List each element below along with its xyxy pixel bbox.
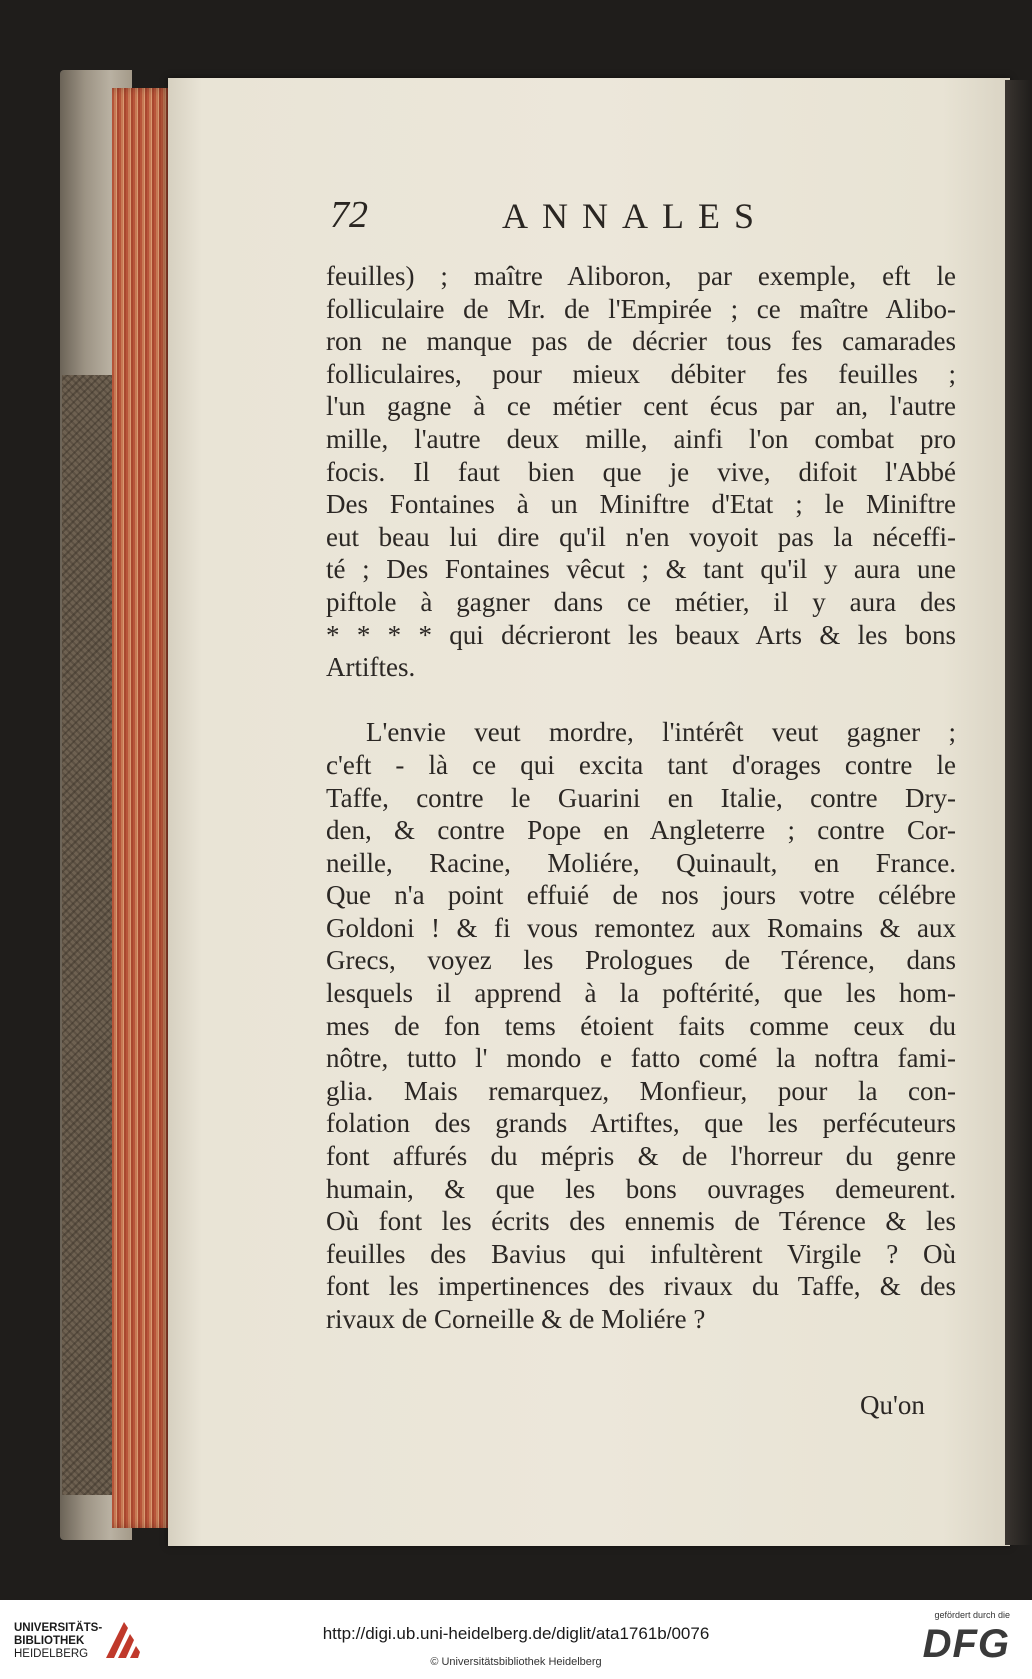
- text-line: lesquels il apprend à la poftérité, que les hom-: [326, 978, 956, 1009]
- text-line: mes de fon tems étoient faits comme ceux du: [326, 1010, 956, 1041]
- text-line: * * * * qui décrieront les beaux Arts & les bons: [326, 619, 956, 650]
- text-line: l'un gagne à ce métier cent écus par an, l'autre: [326, 391, 956, 422]
- red-page-edges: [112, 88, 172, 1528]
- page-header: [330, 193, 800, 243]
- page-body: [326, 260, 956, 1336]
- paragraph-1: [326, 260, 956, 684]
- text-line: font affurés du mépris & de l'horreur du genre: [326, 1141, 956, 1172]
- permalink-url[interactable]: http://digi.ub.uni-heidelberg.de/diglit/ata1761b/0076: [322, 1624, 710, 1643]
- text-line: folliculaire de Mr. de l'Empirée ; ce maître Alibo-: [326, 293, 956, 324]
- text-line: Artiftes.: [326, 652, 416, 683]
- text-line: humain, & que les bons ouvrages demeurent.: [326, 1173, 956, 1204]
- text-line: folliculaires, pour mieux débiter fes feuilles ;: [326, 358, 956, 389]
- funder-label: gefördert durch die: [934, 1610, 1010, 1620]
- text-line: ron ne manque pas de décrier tous fes camarades: [326, 326, 956, 357]
- text-line: nôtre, tutto l' mondo e fatto comé la noftra fami-: [326, 1043, 956, 1074]
- text-line: folation des grands Artiftes, que les perfécuteurs: [326, 1108, 956, 1139]
- text-line: Grecs, voyez les Prologues de Térence, dans: [326, 945, 956, 976]
- text-line: den, & contre Pope en Angleterre ; contre Cor-: [326, 815, 956, 846]
- text-line: Taffe, contre le Guarini en Italie, contre Dry-: [326, 782, 956, 813]
- text-line: feuilles) ; maître Aliboron, par exemple, eft le: [326, 261, 956, 291]
- text-line: c'eft - là ce qui excita tant d'orages contre le: [326, 749, 956, 780]
- text-line: glia. Mais remarquez, Monfieur, pour la con-: [326, 1075, 956, 1106]
- text-line: eut beau lui dire qu'il n'en voyoit pas la néceffi-: [326, 521, 956, 552]
- page-gutter-shadow: [1005, 80, 1032, 1545]
- paragraph-2: [326, 716, 956, 1335]
- text-line: Des Fontaines à un Miniftre d'Etat ; le Miniftre: [326, 489, 956, 520]
- text-line: neille, Racine, Moliére, Quinault, en France.: [326, 847, 956, 878]
- catchword: Qu'on: [860, 1390, 925, 1420]
- text-line: L'envie veut mordre, l'intérêt veut gagner ;: [366, 717, 956, 748]
- text-line: feuilles des Bavius qui infultèrent Virgile ? Où: [326, 1238, 956, 1269]
- text-line: Où font les écrits des ennemis de Térence & les: [326, 1206, 956, 1237]
- viewer-footer: [0, 1600, 1032, 1679]
- text-line: té ; Des Fontaines vêcut ; & tant qu'il y aura une: [326, 554, 956, 585]
- text-line: mille, l'autre deux mille, ainfi l'on combat pro: [326, 423, 956, 454]
- library-name-line-2: BIBLIOTHEK: [14, 1635, 85, 1647]
- text-line: piftole à gagner dans ce métier, il y aura des: [326, 586, 956, 617]
- library-name-line-1: UNIVERSITÄTS-: [14, 1622, 103, 1634]
- text-line: focis. Il faut bien que je vive, difoit l'Abbé: [326, 456, 956, 487]
- copyright-notice: © Universitätsbibliothek Heidelberg: [430, 1656, 602, 1668]
- dfg-logo[interactable]: DFG: [922, 1622, 1010, 1666]
- text-line: Goldoni ! & fi vous remontez aux Romains & aux: [326, 912, 956, 943]
- running-title: ANNALES: [502, 196, 768, 236]
- library-name-line-3: HEIDELBERG: [14, 1648, 89, 1660]
- text-line: rivaux de Corneille & de Moliére ?: [326, 1304, 706, 1334]
- text-line: font les impertinences des rivaux du Taffe, & des: [326, 1271, 956, 1302]
- text-line: Que n'a point effuié de nos jours votre célébre: [326, 880, 956, 911]
- paragraph-gap: [326, 684, 956, 717]
- page-number: 72: [330, 194, 368, 236]
